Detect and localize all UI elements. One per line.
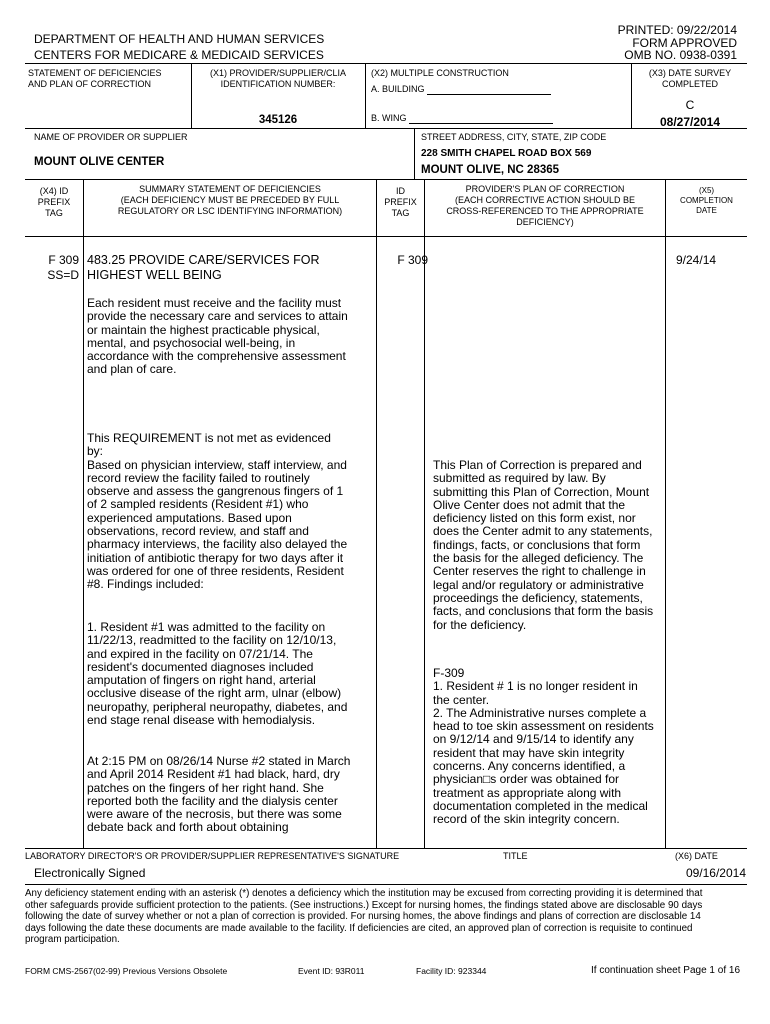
divider <box>83 236 84 848</box>
tag-left: F 309 <box>48 253 79 267</box>
findings-text: This REQUIREMENT is not met as evidenced by: Based on physician interview, staff interview, and record review the facility failed to routinely observe and assess the gangrenous fingers of 1 of 2 sampled residents (Resident #1) who experienced amputations. Based upon observations, record review, and staff and pharmacy interviews, the facility also delayed the initiation of antibiotic therapy for two days after it was ordered for one of three residents, Resident #8. Findings included: <box>87 431 348 592</box>
signature-label: LABORATORY DIRECTOR'S OR PROVIDER/SUPPLIER REPRESENTATIVE'S SIGNATURE <box>25 851 400 861</box>
rule <box>25 179 747 180</box>
facility-id: Facility ID: 923344 <box>416 966 487 976</box>
survey-date: 08/27/2014 <box>659 115 721 129</box>
department-title: DEPARTMENT OF HEALTH AND HUMAN SERVICES <box>34 32 325 46</box>
id-header: ID PREFIX TAG <box>384 186 417 218</box>
form-approved: FORM APPROVED <box>632 36 737 50</box>
plan-disclaimer-text: This Plan of Correction is prepared and submitted as required by law. By submitting this Plan of Correction, Mount Olive Center does not admit that the deficiency listed on this form exist, nor does the Center admit to any statements, findings, facts, or conclusions that form the basis for the alleged deficiency. The Center reserves the right to challenge in legal and/or regulatory or administrative proceedings the deficiency, statements, facts, and conclusions that form the basis for the deficiency. <box>433 458 654 632</box>
rule <box>25 848 747 849</box>
rule <box>25 63 747 64</box>
provider-number: 345126 <box>258 114 298 126</box>
resident-1-text: 1. Resident #1 was admitted to the facility on 11/22/13, readmitted to the facility on 12/10/13, and expired in the facility on 07/21/14. The resident's documented diagnoses included amputation of fingers on right hand, arterial occlusive disease of the right arm, ulnar (elbow) neuropathy, peripheral neuropathy, diabetes, and end stage renal disease with hemodialysis. <box>87 620 348 728</box>
provider-label: NAME OF PROVIDER OR SUPPLIER <box>34 132 188 142</box>
survey-code: C <box>685 98 695 112</box>
address-label: STREET ADDRESS, CITY, STATE, ZIP CODE <box>421 132 607 142</box>
divider <box>414 128 415 179</box>
tag-right: F 309 <box>397 253 428 267</box>
x3-label: (X3) DATE SURVEY COMPLETED <box>648 68 732 89</box>
plan-header: PROVIDER'S PLAN OF CORRECTION (EACH CORRECTIVE ACTION SHOULD BE CROSS-REFERENCED TO THE APPROPRIATE DEFICIENCY) <box>446 184 644 227</box>
signature-date: 09/16/2014 <box>685 866 746 880</box>
address-line-2: MOUNT OLIVE, NC 28365 <box>421 164 560 176</box>
omb-number: OMB NO. 0938-0391 <box>624 48 737 62</box>
summary-header: SUMMARY STATEMENT OF DEFICIENCIES (EACH DEFICIENCY MUST BE PRECEDED BY FULL REGULATORY OR LSC IDENTIFYING INFORMATION) <box>117 184 343 216</box>
divider <box>365 63 366 128</box>
event-id: Event ID: 93R011 <box>298 966 365 976</box>
rule <box>25 884 747 885</box>
provider-name: MOUNT OLIVE CENTER <box>34 156 165 168</box>
nurse-interview-text: At 2:15 PM on 08/26/14 Nurse #2 stated in March and April 2014 Resident #1 had black, hard, dry patches on the fingers of her right hand. She reported both the facility and the dialysis center were aware of the necrosis, but there was some debate back and forth about obtaining <box>87 754 351 835</box>
divider <box>665 236 666 848</box>
address-line-1: 228 SMITH CHAPEL ROAD BOX 569 <box>421 148 592 159</box>
x4-header: (X4) ID PREFIX TAG <box>37 186 71 218</box>
x1-label: (X1) PROVIDER/SUPPLIER/CLIA IDENTIFICATION NUMBER: <box>209 68 347 89</box>
completion-date: 9/24/14 <box>676 253 717 267</box>
building-field: A. BUILDING <box>371 84 551 95</box>
divider <box>424 236 425 848</box>
rule <box>25 236 747 237</box>
disclaimer-text: Any deficiency statement ending with an asterisk (*) denotes a deficiency which the institution may be excused from correcting providing it is determined that other safeguards provide sufficient protection to the patients. (See instructions.) Except for nursing homes, the findings stated above are disclosable 90 days following the date of survey whether or not a plan of correction is provided. For nursing homes, the above findings and plans of correction are disclosable 14 days following the date these documents are made available to the facility. If deficiencies are cited, an approved plan of correction is requisite to continued program participation. <box>25 888 703 946</box>
requirement-text: Each resident must receive and the facility must provide the necessary care and services to attain or maintain the highest practicable physical, mental, and psychosocial well-being, in accordance with the comprehensive assessment and plan of care. <box>87 296 348 377</box>
tag-left-scope: SS=D <box>47 268 79 282</box>
wing-field: B. WING <box>371 113 553 124</box>
plan-items-text: F-309 1. Resident # 1 is no longer resident in the center. 2. The Administrative nurses complete a head to toe skin assessment on residents on 9/12/14 and 9/15/14 to identify any resident that may have skin integrity concerns. Any concerns identified, a physician□s order was obtained for treatment as appropriate along with documentation completed in the medical record of the skin integrity concern. <box>433 666 654 827</box>
agency-title: CENTERS FOR MEDICARE & MEDICAID SERVICES <box>34 48 324 62</box>
x5-header: (X5) COMPLETION DATE <box>680 186 733 215</box>
date-label: (X6) DATE <box>675 851 718 861</box>
divider <box>376 236 377 848</box>
signature-value: Electronically Signed <box>34 866 146 880</box>
deficiency-title: 483.25 PROVIDE CARE/SERVICES FOR HIGHEST WELL BEING <box>87 253 320 282</box>
statement-label: STATEMENT OF DEFICIENCIES AND PLAN OF CORRECTION <box>28 68 162 89</box>
title-label: TITLE <box>503 851 528 861</box>
form-number: FORM CMS-2567(02-99) Previous Versions Obsolete <box>25 966 228 976</box>
printed-date: PRINTED: 09/22/2014 <box>617 23 737 37</box>
x2-label: (X2) MULTIPLE CONSTRUCTION <box>371 68 509 78</box>
page-number: If continuation sheet Page 1 of 16 <box>591 965 740 976</box>
